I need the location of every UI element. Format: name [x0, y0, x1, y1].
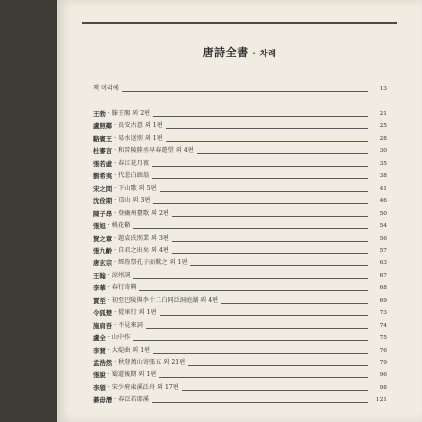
- leader-line: [152, 402, 368, 403]
- toc-entry: [93, 209, 387, 219]
- toc-entry: [93, 221, 387, 231]
- toc-entry-title: · 涼州詞: [107, 271, 131, 279]
- leader-line: [153, 353, 368, 354]
- toc-entry: [93, 296, 387, 306]
- toc-entry-title: · 山中作: [107, 334, 131, 342]
- toc-entry: [93, 196, 387, 206]
- toc-entry-page: 121: [375, 397, 387, 404]
- toc-entry-author: 宋之問: [93, 184, 113, 193]
- toc-entry-page: 50: [379, 210, 387, 217]
- toc-entry-page: 96: [379, 372, 387, 379]
- toc-entry-title: · 春行寄興: [107, 284, 137, 292]
- toc-entry-title: · 和晉陵陸丞早春遊望 외 4편: [114, 147, 194, 155]
- toc-entry-title: · 經魯祭孔子而歎之 외 1편: [114, 259, 188, 267]
- toc-entry-author: 賀之章: [93, 234, 113, 243]
- toc-entry-title: · 初至巴陵與李十二白同泛洞庭湖 외 4편: [107, 296, 219, 304]
- toc-entry-page: 79: [379, 360, 387, 366]
- toc-entry: [93, 234, 387, 244]
- toc-entry-title: · 自君之出矣 외 4편: [114, 246, 169, 254]
- toc-entry-author: 孟浩然: [93, 359, 113, 367]
- toc-entry-author: 張九齡: [93, 246, 113, 255]
- toc-entry-title: · 蜀道後期 외 1편: [107, 371, 157, 379]
- toc-entry-page: 21: [379, 111, 387, 117]
- toc-entry: [93, 171, 387, 181]
- toc-entry-author: 李頎: [93, 383, 106, 392]
- leader-line: [159, 377, 368, 378]
- toc-entry-page: 75: [379, 335, 387, 342]
- toc-entry-author: 賈至: [93, 296, 106, 305]
- toc-entry-page: 57: [379, 247, 387, 254]
- toc-entry-author: 綦毋潛: [93, 396, 113, 405]
- leader-line: [160, 191, 369, 192]
- toc-entry-page: 35: [379, 160, 387, 167]
- toc-entry-author: 張說: [93, 371, 106, 380]
- toc-entry: [93, 283, 387, 293]
- toc-entry: [93, 134, 387, 144]
- toc-entry-title: · 秋登萬山寄張五 외 21편: [114, 359, 186, 366]
- toc-entry-author: 李賀: [93, 346, 106, 355]
- toc-entry-author: 盧照鄰: [93, 122, 113, 131]
- toc-entry-page: 68: [379, 285, 387, 292]
- toc-entry-author: 令狐楚: [93, 309, 113, 318]
- leader-line: [182, 390, 368, 391]
- leader-line: [122, 91, 368, 92]
- toc-entry: [93, 358, 387, 368]
- section-title: 차례: [259, 48, 277, 58]
- toc-entry: [93, 308, 387, 318]
- toc-entry: [93, 121, 387, 131]
- leader-line: [197, 153, 368, 154]
- toc-entry-title: · 題袁氏別業 외 3편: [114, 234, 169, 242]
- leader-line: [133, 278, 368, 279]
- toc-entry: [93, 321, 387, 331]
- book-title: 唐詩全書: [202, 46, 249, 59]
- toc-entry-page: 73: [379, 310, 387, 317]
- leader-line: [190, 265, 368, 266]
- leader-line: [172, 253, 368, 254]
- leader-line: [160, 315, 369, 316]
- toc-entry-author: 王翰: [93, 271, 106, 280]
- toc-entry-author: 沈佺期: [93, 197, 113, 206]
- leader-line: [172, 241, 368, 242]
- toc-entry: [93, 146, 387, 156]
- leader-line: [152, 166, 368, 167]
- leader-line: [152, 178, 368, 179]
- toc-entry-title: · 不見來詞: [114, 321, 143, 329]
- toc-entry: [93, 333, 387, 343]
- toc-entry: [93, 346, 387, 356]
- toc-entry-page: 76: [379, 347, 387, 354]
- toc-entry-page: 56: [379, 235, 387, 242]
- toc-entry-author: 盧全: [93, 334, 106, 343]
- toc-entry-page: 69: [379, 297, 387, 304]
- toc-entry-title: · 桃花谿: [107, 222, 131, 230]
- toc-entry-title: · 春泛若耶溪: [114, 396, 150, 404]
- leader-line: [188, 365, 368, 366]
- toc-entry-page: 30: [379, 148, 387, 155]
- toc-entry-page: 67: [379, 272, 387, 279]
- toc-entry: [93, 184, 387, 194]
- toc-entry-title: · 登幽州臺歌 외 2편: [114, 209, 169, 217]
- leader-line: [139, 290, 368, 291]
- toc-intro-row: [93, 84, 387, 94]
- toc-entry-title: · 代悲白頭翁: [114, 172, 150, 180]
- leader-line: [133, 228, 368, 229]
- toc-intro-label: 책 머리에: [93, 85, 119, 92]
- toc-entry-title: · 下山歌 외 5편: [114, 184, 157, 192]
- toc-entry-title: · 從軍行 외 1편: [114, 309, 157, 317]
- leader-line: [166, 141, 368, 142]
- toc-entry-page: 41: [379, 185, 387, 192]
- toc-entry-author: 駱賓王: [93, 134, 113, 143]
- toc-entry: [93, 370, 387, 380]
- top-rule: [82, 22, 397, 24]
- toc-entry-title: · 春江花月夜: [114, 159, 150, 167]
- toc-entry-author: 王勃: [93, 110, 106, 118]
- toc-entry-page: 25: [379, 123, 387, 130]
- toc-entry-author: 劉希夷: [93, 172, 113, 181]
- toc-entry-title: · 邙山 외 3편: [114, 197, 151, 205]
- book-page: [57, 0, 422, 422]
- toc-entry: [93, 383, 387, 393]
- title-separator: ·: [252, 48, 256, 58]
- toc-entry-page: 28: [379, 135, 387, 142]
- leader-line: [153, 203, 368, 204]
- toc-entry-page: 54: [379, 223, 387, 230]
- toc-entry-author: 陳子昂: [93, 209, 113, 218]
- toc-entry-author: 李華: [93, 284, 106, 293]
- toc-entry-author: 張若虛: [93, 159, 113, 168]
- leader-line: [153, 116, 368, 117]
- toc-entry: [93, 159, 387, 169]
- toc-entry-page: 46: [379, 198, 387, 205]
- toc-entry-title: · 宋少府東溪泛舟 외 17편: [107, 383, 179, 391]
- toc-entry-author: 杜審言: [93, 147, 113, 156]
- toc-entry-title: · 滕王閣 외 2편: [107, 110, 151, 117]
- leader-line: [166, 128, 368, 129]
- toc-entry-author: 張旭: [93, 222, 106, 231]
- toc-entry: [93, 395, 387, 405]
- toc-intro-page: 13: [379, 86, 387, 92]
- leader-line: [221, 303, 368, 304]
- leader-line: [146, 328, 368, 329]
- leader-line: [172, 216, 368, 217]
- toc-entry-title: · 長安古意 외 1편: [114, 122, 163, 130]
- toc-entry: [93, 258, 387, 268]
- toc-entry: [93, 271, 387, 281]
- toc-entry-page: 38: [379, 173, 387, 180]
- toc-entry: [93, 246, 387, 256]
- toc-entry-page: 74: [379, 322, 387, 329]
- leader-line: [133, 340, 368, 341]
- page-header: [57, 44, 422, 60]
- toc-entry-page: 63: [379, 260, 387, 267]
- toc-entry-page: 98: [379, 384, 387, 391]
- toc-entry-author: 唐玄宗: [93, 259, 113, 268]
- toc-entry-author: 施肩吾: [93, 321, 113, 330]
- toc-entry-title: · 易水送別 외 1편: [114, 134, 163, 142]
- toc-entry-title: · 大堤曲 외 1편: [107, 346, 151, 354]
- toc-entry: [93, 109, 387, 119]
